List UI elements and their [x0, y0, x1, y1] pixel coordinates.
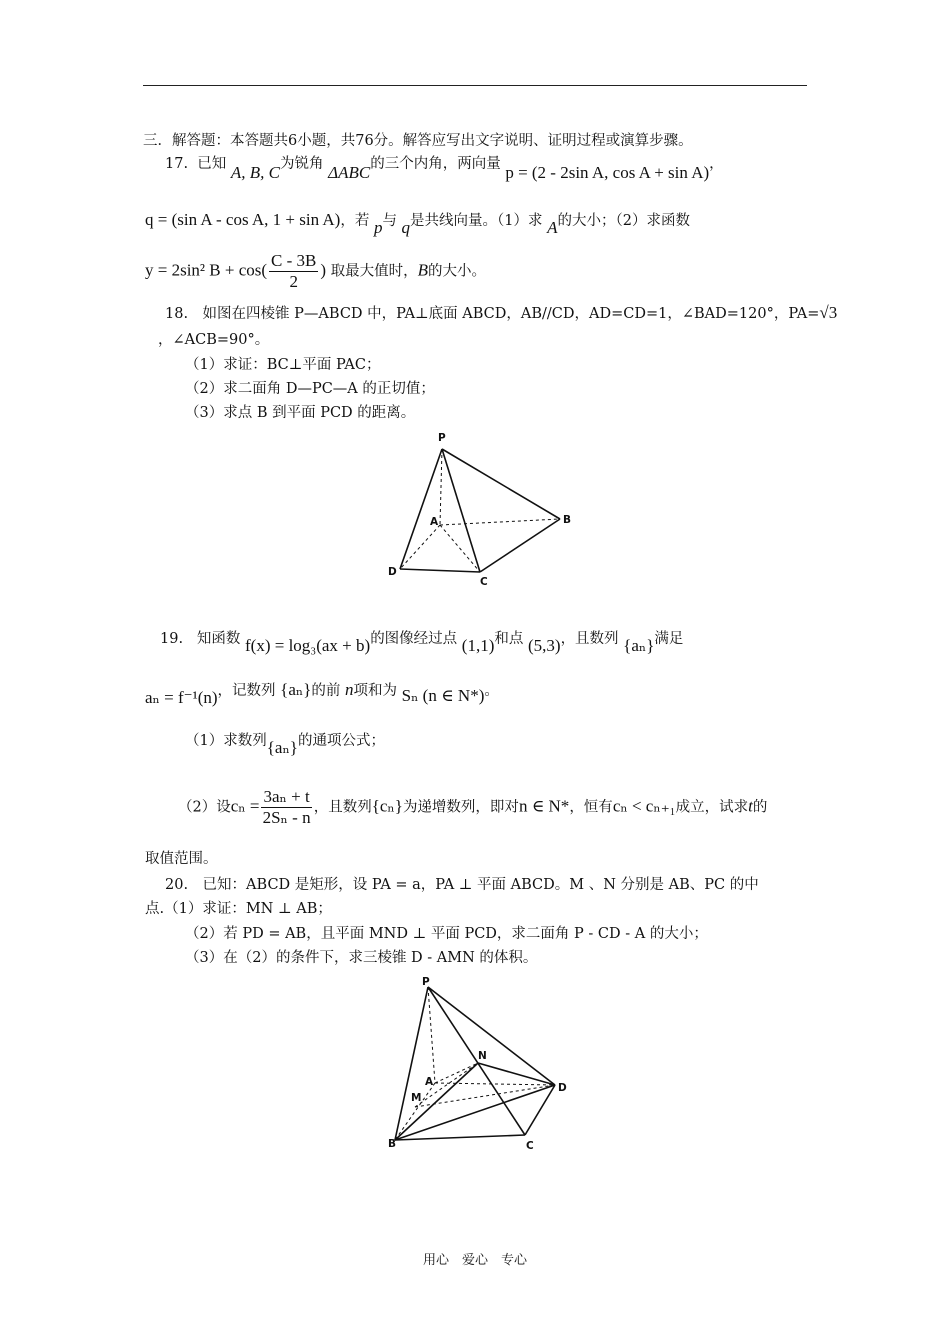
q19-line-end: 取值范围。 — [145, 851, 218, 867]
q18-line2: ，∠ACB=90°。 — [158, 332, 270, 348]
q20-sub2: （2）若 PD = AB，且平面 MND ⊥ 平面 PCD，求二面角 P - CD - A 的大小； — [185, 926, 708, 942]
q18-pyramid-figure — [380, 425, 590, 600]
q18-sub2: （2）求二面角 D—PC—A 的正切值； — [185, 381, 435, 397]
q19-sub1: （1）求数列{aₙ}的通项公式； — [185, 733, 385, 757]
q19-fraction: $\frac{\text{3aₙ + t}}{\text{2Sₙ - n}}$ — [262, 787, 311, 827]
q17-line2: q = (sin A - cos A, 1 + sin A)，若 p与 q是共线向量。（1）求 A的大小；（2）求函数 — [145, 210, 691, 237]
q19-line1: 19. 知函数 f(x) = log₃(ax + b)的图像经过点 (1,1)和点 (5,3)，且数列 {aₙ}满足 — [160, 631, 684, 655]
q18-sub3: （3）求点 B 到平面 PCD 的距离。 — [185, 405, 416, 421]
q20-pyramid-figure — [380, 975, 580, 1160]
label-N: N — [478, 1050, 487, 1062]
label-B: B — [388, 1138, 397, 1150]
q17-line1: 17. 已知 A, B, C为锐角 ΔABC的三个内角，两向量 p = (2 - 2sin A, cos A + sin A)， — [165, 156, 724, 182]
section-title: 三．解答题：本答题共6小题，共76分。解答应写出文字说明、证明过程或演算步骤。 — [143, 133, 693, 149]
q17-line3: y = 2sin² B + cos( $\frac{C - 3B}{2}$ ) 取最大值时，B的大小。 — [145, 251, 487, 291]
label-D: D — [558, 1082, 567, 1094]
label-A: A — [430, 516, 439, 528]
q17-fraction: $\frac{C - 3B}{2}$ — [271, 251, 317, 291]
label-P: P — [438, 432, 446, 444]
q20-line1: 20. 已知：ABCD 是矩形，设 PA = a，PA ⊥ 平面 ABCD。M 、N 分别是 AB、PC 的中 — [165, 877, 759, 893]
label-C: C — [480, 576, 488, 588]
label-B: B — [563, 514, 572, 526]
header-rule — [143, 85, 807, 86]
q18-line1: 18. 如图在四棱锥 P—ABCD 中，PA⊥底面 ABCD，AB//CD，AD=CD=1，∠BAD=120°，PA=√3 — [165, 303, 838, 322]
q19-sub2: （2）设cₙ = $\frac{\text{3aₙ + t}}{\text{2Sₙ - n}}$ ，且数列{cₙ}为递增数列，即对n ∈ N*，恒有cₙ < cₙ₊₁成立，试求t的 — [178, 787, 768, 827]
q18-sub1: （1）求证：BC⊥平面 PAC； — [185, 357, 381, 373]
label-M: M — [411, 1092, 422, 1104]
label-A: A — [425, 1076, 434, 1088]
label-P: P — [422, 976, 430, 988]
q20-line2: 点.（1）求证：MN ⊥ AB； — [145, 901, 332, 917]
label-C: C — [526, 1140, 534, 1152]
q20-sub3: （3）在（2）的条件下，求三棱锥 D - AMN 的体积。 — [185, 950, 538, 966]
q19-line2: aₙ = f⁻¹(n)，记数列 {aₙ}的前 n项和为 Sₙ (n ∈ N*)。 — [145, 680, 499, 707]
page-footer: 用心 爱心 专心 — [422, 1253, 527, 1268]
label-D: D — [388, 566, 397, 578]
